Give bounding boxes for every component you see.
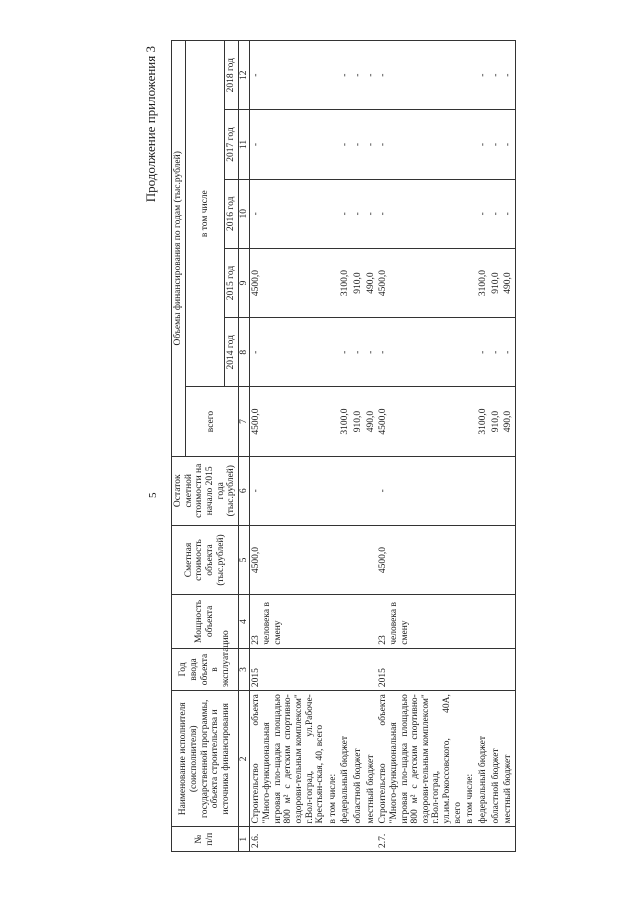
cell-name: федеральный бюджет <box>339 691 352 827</box>
cell-remainder <box>339 456 352 525</box>
cell-total: 4500,0 <box>250 387 327 456</box>
cell-remainder <box>464 456 477 525</box>
cell-y2017: - <box>490 110 503 179</box>
column-number: 2 <box>238 691 250 827</box>
cell-estimate: 4500,0 <box>250 525 327 594</box>
cell-y2017: - <box>365 110 378 179</box>
cell-capacity <box>352 595 365 649</box>
cell-y2018 <box>327 41 340 110</box>
cell-y2014: - <box>502 318 515 387</box>
cell-y2016: - <box>352 179 365 248</box>
cell-name: областной бюджет <box>352 691 365 827</box>
cell-y2016 <box>464 179 477 248</box>
cell-estimate: 4500,0 <box>377 525 464 594</box>
cell-num: 2.7. <box>377 827 464 852</box>
cell-y2015: 910,0 <box>352 248 365 317</box>
cell-remainder: - <box>377 456 464 525</box>
table-row <box>327 41 340 852</box>
cell-y2018 <box>464 41 477 110</box>
header-total: всего <box>185 387 238 456</box>
cell-y2015: 910,0 <box>490 248 503 317</box>
header-2016: 2016 год <box>225 179 239 248</box>
cell-year <box>327 648 340 690</box>
header-year: Год ввода объекта в эксплуатацию <box>172 648 239 690</box>
cell-y2014: - <box>339 318 352 387</box>
table-row <box>377 41 464 852</box>
cell-num <box>365 827 378 852</box>
cell-y2015: 490,0 <box>502 248 515 317</box>
cell-capacity <box>327 595 340 649</box>
cell-y2017: - <box>377 110 464 179</box>
column-number: 1 <box>238 827 250 852</box>
table-body <box>238 41 515 852</box>
cell-y2015 <box>327 248 340 317</box>
table-row <box>490 41 503 852</box>
cell-y2015: 3100,0 <box>339 248 352 317</box>
cell-estimate <box>339 525 352 594</box>
cell-remainder: - <box>250 456 327 525</box>
cell-name: в том числе: <box>327 691 340 827</box>
cell-year <box>365 648 378 690</box>
cell-y2015: 490,0 <box>365 248 378 317</box>
column-number: 7 <box>238 387 250 456</box>
cell-total: 4500,0 <box>377 387 464 456</box>
cell-y2014: - <box>250 318 327 387</box>
header-capacity: Мощность объекта <box>172 595 239 649</box>
header-2014: 2014 год <box>225 318 239 387</box>
cell-name: областной бюджет <box>490 691 503 827</box>
cell-y2016: - <box>502 179 515 248</box>
cell-num <box>339 827 352 852</box>
cell-year: 2015 <box>250 648 327 690</box>
column-number-row <box>238 41 250 852</box>
page-number: 5 <box>147 492 159 498</box>
cell-y2017: - <box>477 110 490 179</box>
cell-y2017: - <box>339 110 352 179</box>
cell-y2017: - <box>502 110 515 179</box>
cell-y2017: - <box>352 110 365 179</box>
cell-name: федеральный бюджет <box>477 691 490 827</box>
cell-year <box>339 648 352 690</box>
cell-num <box>327 827 340 852</box>
cell-y2014 <box>327 318 340 387</box>
cell-estimate <box>477 525 490 594</box>
cell-y2018: - <box>502 41 515 110</box>
cell-year <box>502 648 515 690</box>
rotated-sheet <box>135 40 635 860</box>
cell-y2018: - <box>490 41 503 110</box>
header-volumes: Объемы финансирования по годам (тыс.рублей) <box>172 41 186 457</box>
cell-year <box>352 648 365 690</box>
table-row <box>352 41 365 852</box>
cell-year <box>477 648 490 690</box>
cell-y2018: - <box>377 41 464 110</box>
table-row <box>339 41 352 852</box>
cell-estimate <box>490 525 503 594</box>
cell-y2018: - <box>365 41 378 110</box>
cell-name: местный бюджет <box>365 691 378 827</box>
cell-y2014: - <box>365 318 378 387</box>
cell-remainder <box>327 456 340 525</box>
table-row <box>477 41 490 852</box>
cell-name: Строительство объекта "Много-функциональная игровая пло-щадка площадью 800 м² с детским спортивно-оздорови-тельным комплексом" г.Вол-гоград, ул.им.Рокоссовского, 40А, всего <box>377 691 464 827</box>
cell-y2018: - <box>250 41 327 110</box>
cell-y2014: - <box>352 318 365 387</box>
header-name: Наименование исполнителя (соисполнителя) государственной программы, объекта строительства и источника финансирования <box>172 691 239 827</box>
table-row <box>502 41 515 852</box>
cell-total: 3100,0 <box>339 387 352 456</box>
cell-num <box>490 827 503 852</box>
cell-y2016: - <box>490 179 503 248</box>
cell-y2015 <box>464 248 477 317</box>
cell-y2018: - <box>339 41 352 110</box>
cell-capacity <box>339 595 352 649</box>
header-incl: в том числе <box>185 41 225 387</box>
header-num: № п/п <box>172 827 239 852</box>
cell-estimate <box>464 525 477 594</box>
cell-total: 910,0 <box>352 387 365 456</box>
header-2017: 2017 год <box>225 110 239 179</box>
cell-num <box>464 827 477 852</box>
column-number: 3 <box>238 648 250 690</box>
cell-y2016: - <box>339 179 352 248</box>
cell-y2017 <box>464 110 477 179</box>
cell-total <box>464 387 477 456</box>
cell-y2016: - <box>477 179 490 248</box>
cell-estimate <box>352 525 365 594</box>
cell-y2014 <box>464 318 477 387</box>
cell-total: 910,0 <box>490 387 503 456</box>
cell-capacity <box>464 595 477 649</box>
cell-estimate <box>327 525 340 594</box>
cell-num <box>352 827 365 852</box>
cell-y2016: - <box>250 179 327 248</box>
header-remainder: Остаток сметной стоимости на начало 2015 года (тыс.рублей) <box>172 456 239 525</box>
cell-y2017 <box>327 110 340 179</box>
cell-total: 490,0 <box>365 387 378 456</box>
cell-y2018: - <box>352 41 365 110</box>
cell-remainder <box>365 456 378 525</box>
cell-capacity <box>477 595 490 649</box>
column-number: 6 <box>238 456 250 525</box>
table-row <box>464 41 477 852</box>
cell-total: 3100,0 <box>477 387 490 456</box>
cell-y2015: 4500,0 <box>250 248 327 317</box>
header-estimate: Сметная стоимость объекта (тыс.рублей) <box>172 525 239 594</box>
column-number: 11 <box>238 110 250 179</box>
cell-remainder <box>502 456 515 525</box>
cell-y2014: - <box>490 318 503 387</box>
cell-y2016: - <box>365 179 378 248</box>
cell-y2017: - <box>250 110 327 179</box>
cell-year <box>464 648 477 690</box>
cell-y2016: - <box>377 179 464 248</box>
cell-estimate <box>365 525 378 594</box>
cell-num <box>477 827 490 852</box>
column-number: 9 <box>238 248 250 317</box>
cell-num <box>502 827 515 852</box>
cell-y2015: 3100,0 <box>477 248 490 317</box>
column-number: 12 <box>238 41 250 110</box>
column-number: 4 <box>238 595 250 649</box>
cell-y2016 <box>327 179 340 248</box>
cell-capacity <box>365 595 378 649</box>
financing-table <box>171 40 516 852</box>
table-row <box>250 41 327 852</box>
cell-year <box>490 648 503 690</box>
cell-capacity: 23 человека в смену <box>377 595 464 649</box>
column-number: 8 <box>238 318 250 387</box>
appendix-continuation-caption: Продолжение приложения 3 <box>143 46 158 203</box>
cell-total <box>327 387 340 456</box>
cell-name: местный бюджет <box>502 691 515 827</box>
cell-remainder <box>490 456 503 525</box>
table-header <box>172 41 239 852</box>
cell-name: Строительство объекта "Много-функциональная игровая пло-щадка площадью 800 м² с детским спортивно-оздорови-тельным комплексом" г.Вол-гоград, ул.Рабоче-Крестьян-ская, 40, всего <box>250 691 327 827</box>
cell-y2018: - <box>477 41 490 110</box>
cell-year: 2015 <box>377 648 464 690</box>
cell-estimate <box>502 525 515 594</box>
cell-name: в том числе: <box>464 691 477 827</box>
column-number: 10 <box>238 179 250 248</box>
cell-y2015: 4500,0 <box>377 248 464 317</box>
cell-capacity <box>490 595 503 649</box>
cell-num: 2.6. <box>250 827 327 852</box>
cell-y2014: - <box>477 318 490 387</box>
column-number: 5 <box>238 525 250 594</box>
header-2015: 2015 год <box>225 248 239 317</box>
cell-remainder <box>352 456 365 525</box>
cell-remainder <box>477 456 490 525</box>
cell-capacity: 23 человека в смену <box>250 595 327 649</box>
table-row <box>365 41 378 852</box>
cell-capacity <box>502 595 515 649</box>
cell-total: 490,0 <box>502 387 515 456</box>
cell-y2014: - <box>377 318 464 387</box>
header-2018: 2018 год <box>225 41 239 110</box>
